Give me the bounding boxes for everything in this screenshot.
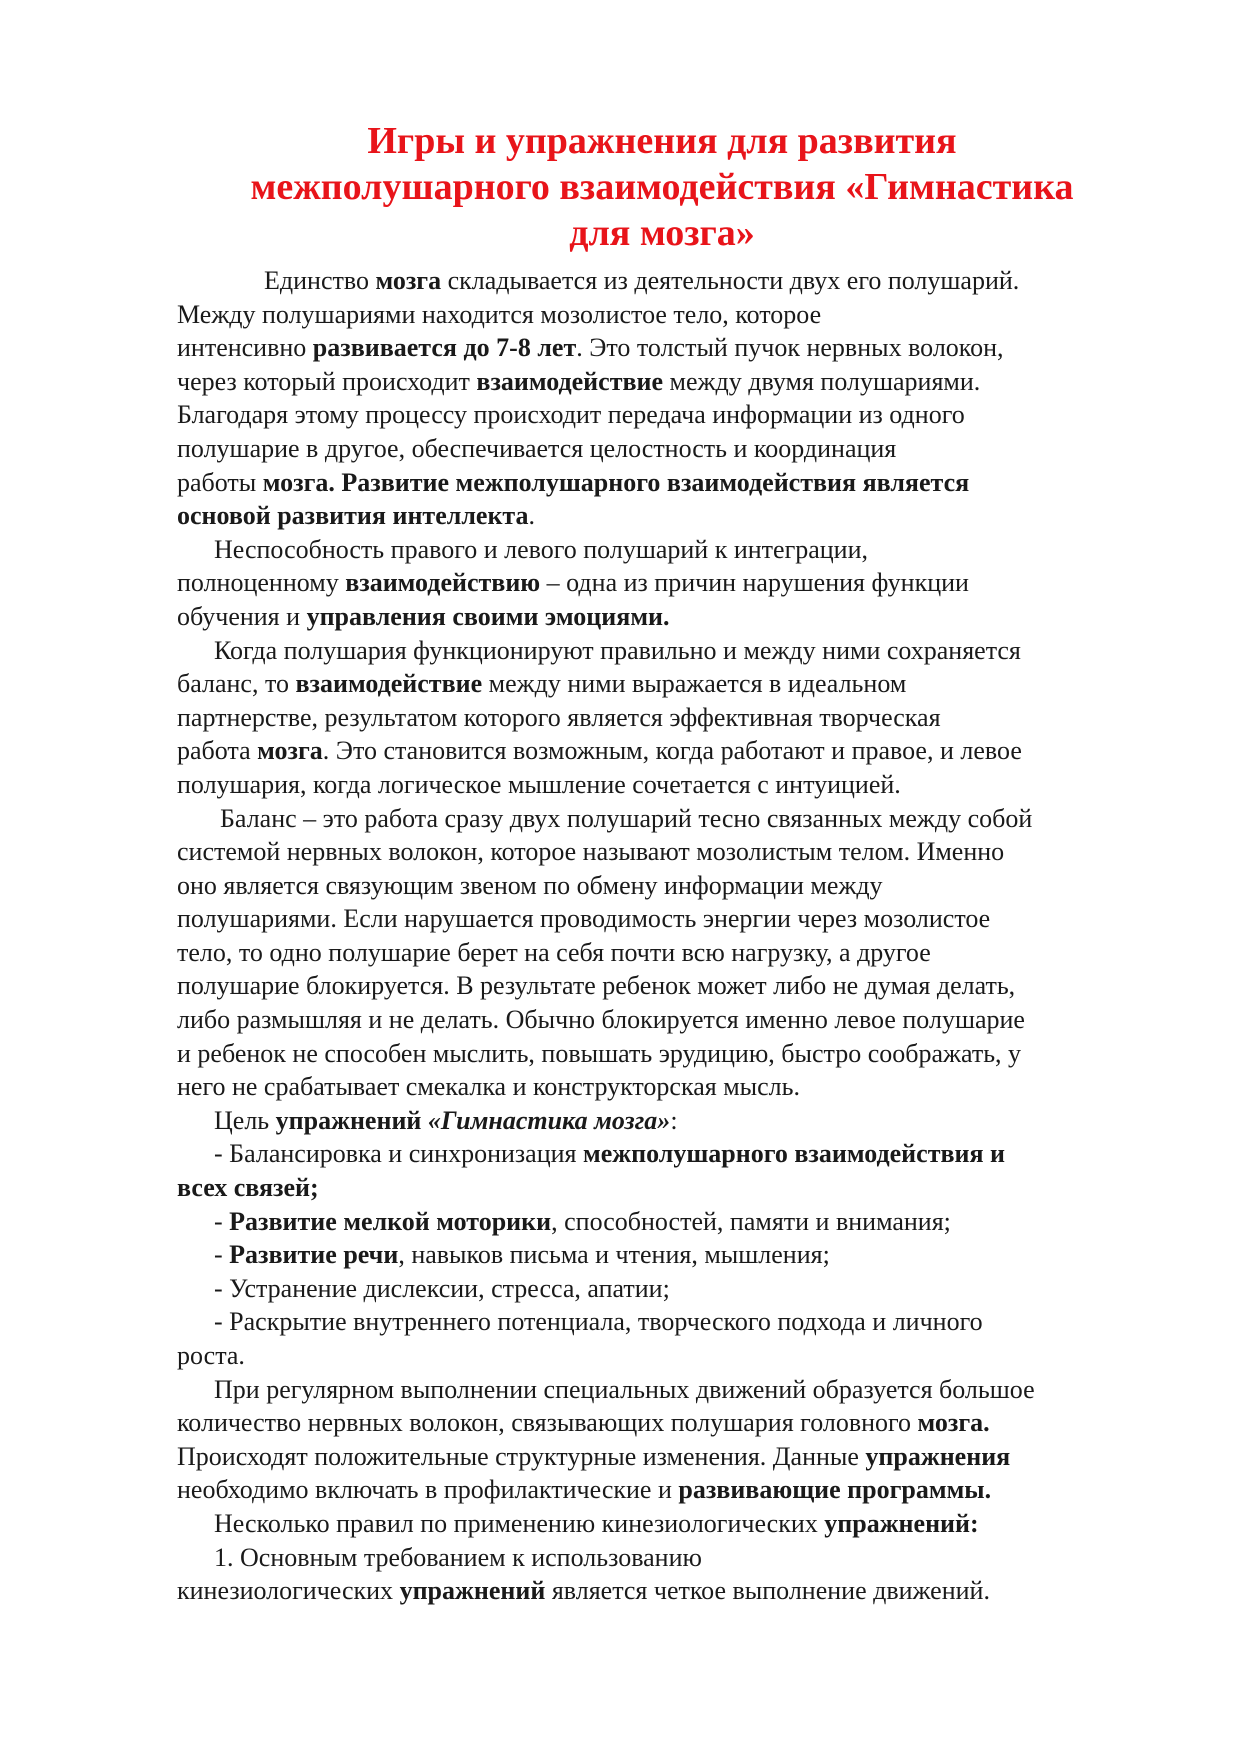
text-line: и ребенок не способен мыслить, повышать эрудицию, быстро соображать, у — [177, 1038, 1022, 1068]
text-line: 1. Основным требованием к использованию — [214, 1542, 702, 1572]
text-line: полушария, когда логическое мышление сочетается с интуицией. — [177, 769, 901, 799]
document-title — [177, 118, 1147, 256]
text-run: складывается из деятельности двух его полушарий. — [441, 266, 1020, 295]
bold-run: развивается до 7-8 лет — [312, 333, 577, 363]
bold-run: мозга — [375, 266, 442, 295]
text-line — [177, 1104, 1147, 1138]
text-run: необходимо включать в профилактические и — [177, 1475, 679, 1505]
list-item — [177, 1305, 1147, 1372]
text-line — [177, 1137, 1147, 1171]
text-line: - Раскрытие внутреннего потенциала, творческого подхода и личного — [214, 1307, 983, 1337]
text-run: обучения и — [177, 601, 307, 631]
text-line — [177, 1205, 1147, 1239]
text-line: либо размышляя и не делать. Обычно блокируется именно левое полушарие — [177, 1005, 1025, 1035]
paragraph-balance-partnership — [177, 634, 1147, 802]
text-run: через который происходит — [177, 366, 477, 396]
text-line — [177, 1171, 1147, 1205]
text-run: : — [670, 1105, 678, 1135]
text-run: полноценному — [177, 568, 346, 598]
text-run: - — [214, 1206, 230, 1236]
goal-list — [177, 1137, 1147, 1372]
text-line — [177, 331, 1147, 365]
bold-run: межполушарного взаимодействия и — [583, 1139, 1006, 1169]
text-line: него не срабатывает смекалка и конструкторская мысль. — [177, 1072, 800, 1102]
text-line — [177, 1238, 1147, 1272]
text-line: полушариями. Если нарушается проводимость энергии через мозолистое — [177, 904, 991, 934]
paragraph-intro — [177, 264, 1147, 533]
list-item — [177, 1137, 1147, 1204]
text-line — [177, 566, 1147, 600]
bold-run: взаимодействие — [295, 669, 483, 699]
text-run: . Это становится возможным, когда работают и правое, и левое — [322, 736, 1022, 766]
text-line: Когда полушария функционируют правильно и между ними сохраняется — [214, 635, 1021, 665]
text-line — [177, 1406, 1147, 1440]
text-run: работа — [177, 736, 258, 766]
list-item — [177, 1272, 1147, 1306]
text-line: полушарие в другое, обеспечивается целостность и координация — [177, 433, 897, 463]
text-run: – одна из причин нарушения функции — [540, 568, 969, 598]
list-item — [177, 1238, 1147, 1272]
text-line — [177, 1473, 1147, 1507]
bold-run: упражнений — [275, 1105, 422, 1135]
text-line: Между полушариями находится мозолистое тело, которое — [177, 299, 822, 329]
text-line: Баланс – это работа сразу двух полушарий тесно связанных между собой — [220, 803, 1033, 833]
text-run: интенсивно — [177, 333, 313, 363]
bold-run: мозга. — [917, 1408, 990, 1438]
text-line — [177, 499, 1147, 533]
text-line: - Устранение дислексии, стресса, апатии; — [214, 1273, 670, 1303]
paragraph-rule-1 — [177, 1541, 1147, 1608]
text-line — [177, 1440, 1147, 1474]
text-line: Неспособность правого и левого полушарий к интеграции, — [214, 534, 869, 564]
text-run: Единство — [264, 266, 376, 295]
text-run: . — [528, 501, 536, 531]
text-line: тело, то одно полушарие берет на себя почти всю нагрузку, а другое — [177, 937, 931, 967]
text-run: , способностей, памяти и внимания; — [551, 1206, 951, 1236]
text-run: - Балансировка и синхронизация — [214, 1139, 584, 1169]
document-body — [177, 264, 1147, 1608]
text-run: - — [214, 1240, 230, 1270]
text-line — [177, 1574, 1147, 1608]
text-line — [177, 734, 1147, 768]
bold-run: упражнений: — [824, 1508, 979, 1538]
text-run: Цель — [214, 1105, 276, 1135]
text-line — [177, 1507, 1147, 1541]
title-line: Игры и упражнения для развития — [367, 120, 957, 162]
text-line — [177, 264, 1147, 298]
bold-run: управления своими эмоциями. — [306, 601, 670, 631]
paragraph-goal — [177, 1104, 1147, 1138]
text-line — [177, 600, 1147, 634]
text-run: Происходят положительные структурные изменения. Данные — [177, 1441, 866, 1471]
text-run: баланс, то — [177, 669, 296, 699]
paragraph-regular-exercise — [177, 1373, 1147, 1507]
text-run: Несколько правил по применению кинезиологических — [214, 1508, 825, 1538]
title-line: межполушарного взаимодействия «Гимнастика — [250, 166, 1074, 208]
bold-run: всех связей; — [177, 1173, 319, 1203]
text-line — [177, 365, 1147, 399]
title-line: для мозга» — [569, 212, 755, 254]
text-line: оно является связующим звеном по обмену информации между — [177, 870, 883, 900]
paragraph-balance-definition — [177, 802, 1147, 1104]
bold-run: основой развития интеллекта — [177, 501, 529, 531]
text-run: , навыков письма и чтения, мышления; — [398, 1240, 830, 1270]
bold-run: мозга — [257, 736, 323, 766]
text-line: При регулярном выполнении специальных движений образуется большое — [214, 1374, 1035, 1404]
text-line — [177, 466, 1147, 500]
text-run: является четкое выполнение движений. — [545, 1576, 990, 1606]
text-line: Благодаря этому процессу происходит передача информации из одного — [177, 400, 965, 430]
text-line: системой нервных волокон, которое называют мозолистым телом. Именно — [177, 837, 1005, 867]
bold-run: упражнений — [399, 1576, 546, 1606]
paragraph-integration — [177, 533, 1147, 634]
bold-run: взаимодействие — [476, 366, 664, 396]
document-page — [177, 118, 1147, 1608]
text-run: кинезиологических — [177, 1576, 400, 1606]
text-line — [177, 667, 1147, 701]
text-run: количество нервных волокон, связывающих полушария головного — [177, 1408, 918, 1438]
bold-run: Развитие речи — [229, 1240, 399, 1270]
text-line: полушарие блокируется. В результате ребенок может либо не думая делать, — [177, 971, 1016, 1001]
bold-run: развивающие программы. — [678, 1475, 992, 1505]
text-run: работы — [177, 467, 263, 497]
bold-italic-run: «Гимнастика мозга» — [427, 1105, 671, 1135]
text-run: . Это толстый пучок нервных волокон, — [576, 333, 1004, 363]
bold-run: взаимодействию — [345, 568, 541, 598]
text-line: роста. — [177, 1341, 245, 1370]
text-run: между двумя полушариями. — [663, 366, 981, 396]
text-run: между ними выражается в идеальном — [482, 669, 907, 699]
bold-run: Развитие мелкой моторики — [229, 1206, 552, 1236]
bold-run: мозга. Развитие межполушарного взаимодействия является — [262, 467, 970, 497]
paragraph-rules-intro — [177, 1507, 1147, 1541]
bold-run: упражнения — [865, 1441, 1011, 1471]
text-line: партнерстве, результатом которого является эффективная творческая — [177, 702, 941, 732]
list-item — [177, 1205, 1147, 1239]
